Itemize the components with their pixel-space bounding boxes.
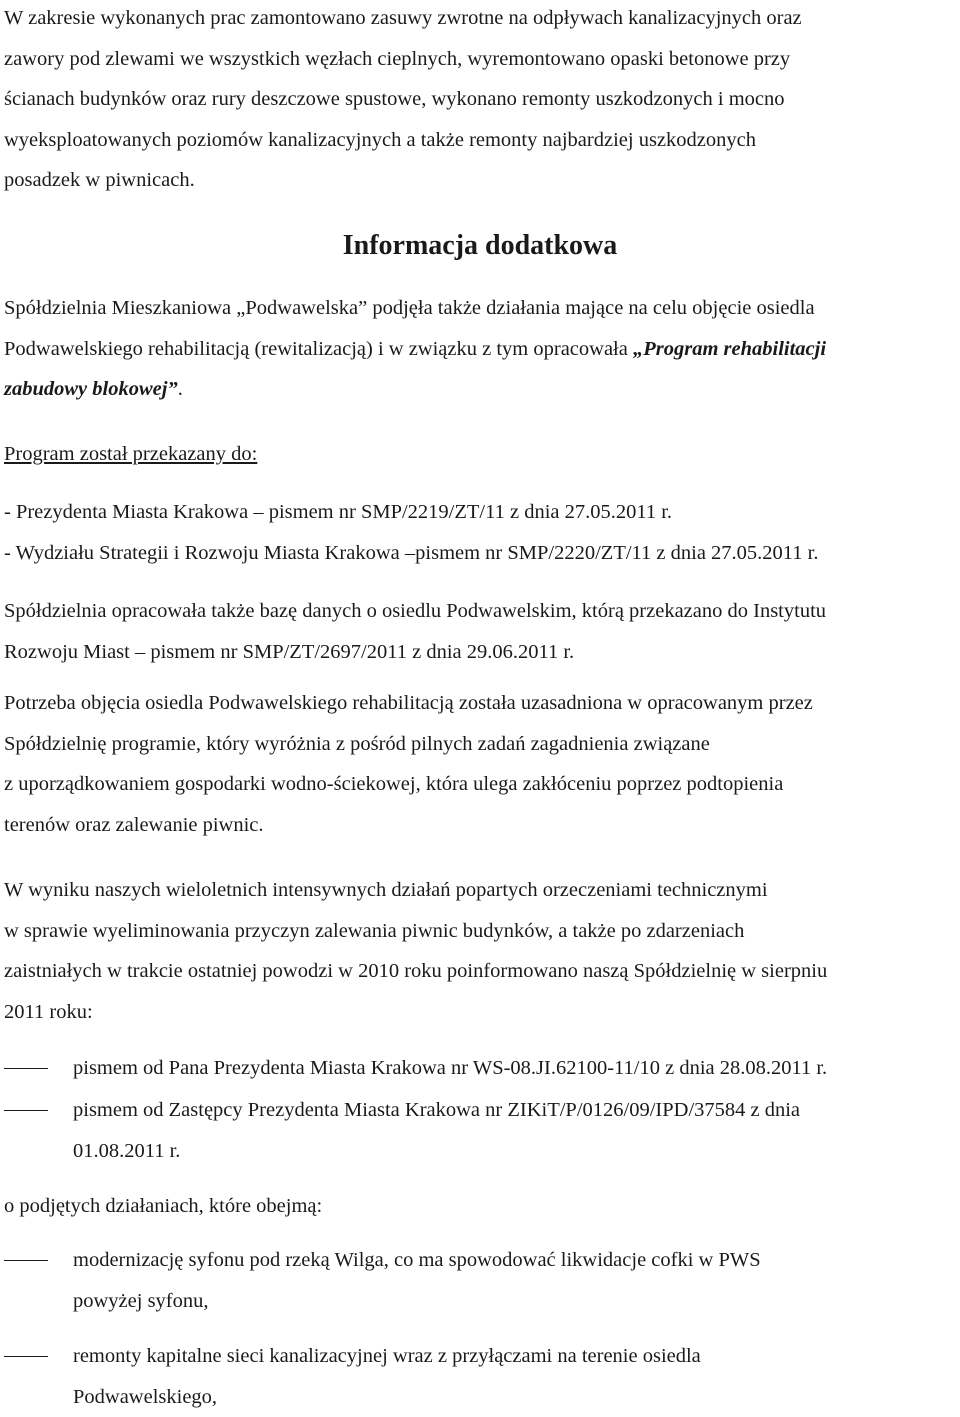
program-paragraph — [4, 288, 956, 410]
text-line: Spółdzielnia opracowała także bazę danych o osiedlu Podwawelskim, którą przekazano do Instytutu — [4, 591, 956, 632]
text-line: wyeksploatowanych poziomów kanalizacyjnych a także remonty najbardziej uszkodzonych — [4, 120, 956, 161]
text-line: 2011 roku: — [4, 992, 956, 1033]
program-title: „Program rehabilitacji — [633, 338, 826, 360]
text-line: ścianach budynków oraz rury deszczowe spustowe, wykonano remonty uszkodzonych i mocno — [4, 79, 956, 120]
program-title-continued: zabudowy blokowej” — [4, 378, 178, 400]
text-line: 01.08.2011 r. — [73, 1131, 800, 1172]
dash-bullet-icon — [4, 1110, 48, 1111]
text-line: zaistniałych w trakcie ostatniej powodzi w 2010 roku poinformowano naszą Spółdzielnię w sierpniu — [4, 951, 956, 992]
text-fragment: . — [178, 378, 183, 400]
bullet-text — [73, 1048, 827, 1089]
text-line: posadzek w piwnicach. — [4, 160, 956, 201]
section-heading: Informacja dodatkowa — [4, 226, 956, 266]
text-line: Spółdzielnia Mieszkaniowa „Podwawelska” podjęła także działania mające na celu objęcie osiedla — [4, 288, 956, 329]
text-line: Rozwoju Miast – pismem nr SMP/ZT/2697/2011 z dnia 29.06.2011 r. — [4, 632, 956, 673]
text-line: w sprawie wyeliminowania przyczyn zalewania piwnic budynków, a także po zdarzeniach — [4, 911, 956, 952]
dash-bullet-icon — [4, 1356, 48, 1357]
text-line: Spółdzielnię programie, który wyróżnia z pośród pilnych zadań zagadnienia związane — [4, 724, 956, 765]
intro-paragraph — [4, 0, 956, 201]
text-line: Podwawelskiego, — [73, 1377, 701, 1417]
database-paragraph — [4, 591, 956, 672]
bullet-text — [73, 1240, 761, 1321]
text-line: pismem od Pana Prezydenta Miasta Krakowa nr WS-08.JI.62100-11/10 z dnia 28.08.2011 r. — [73, 1048, 827, 1089]
transferred-label-block — [4, 434, 956, 475]
text-line: o podjętych działaniach, które obejmą: — [4, 1186, 956, 1227]
bullet-text — [73, 1090, 800, 1171]
result-paragraph — [4, 870, 956, 1032]
dash-bullet-icon — [4, 1068, 48, 1069]
text-line: terenów oraz zalewanie piwnic. — [4, 805, 956, 846]
list-item: - Prezydenta Miasta Krakowa – pismem nr SMP/2219/ZT/11 z dnia 27.05.2011 r. — [4, 492, 956, 533]
text-line: powyżej syfonu, — [73, 1281, 761, 1322]
text-fragment: Podwawelskiego rehabilitacją (rewitalizacją) i w związku z tym opracowała — [4, 338, 628, 360]
text-line: W zakresie wykonanych prac zamontowano zasuwy zwrotne na odpływach kanalizacyjnych oraz — [4, 0, 956, 39]
transferred-list — [4, 492, 956, 573]
text-line: zawory pod zlewami we wszystkich węzłach cieplnych, wyremontowano opaski betonowe przy — [4, 39, 956, 80]
bullet-text — [73, 1336, 701, 1417]
need-paragraph — [4, 683, 956, 845]
text-line: z uporządkowaniem gospodarki wodno-ściekowej, która ulega zakłóceniu poprzez podtopienia — [4, 764, 956, 805]
dash-bullet-icon — [4, 1260, 48, 1261]
text-line — [4, 329, 956, 370]
actions-intro — [4, 1186, 956, 1227]
text-line: remonty kapitalne sieci kanalizacyjnej wraz z przyłączami na terenie osiedla — [73, 1336, 701, 1377]
text-line: Potrzeba objęcia osiedla Podwawelskiego rehabilitacją została uzasadniona w opracowanym przez — [4, 683, 956, 724]
text-line — [4, 369, 956, 410]
text-line: pismem od Zastępcy Prezydenta Miasta Krakowa nr ZIKiT/P/0126/09/IPD/37584 z dnia — [73, 1090, 800, 1131]
text-line: W wyniku naszych wieloletnich intensywnych działań popartych orzeczeniami technicznymi — [4, 870, 956, 911]
transferred-label: Program został przekazany do: — [4, 434, 956, 475]
text-line: modernizację syfonu pod rzeką Wilga, co ma spowodować likwidacje cofki w PWS — [73, 1240, 761, 1281]
list-item: - Wydziału Strategii i Rozwoju Miasta Krakowa –pismem nr SMP/2220/ZT/11 z dnia 27.05.2011 r. — [4, 533, 956, 574]
